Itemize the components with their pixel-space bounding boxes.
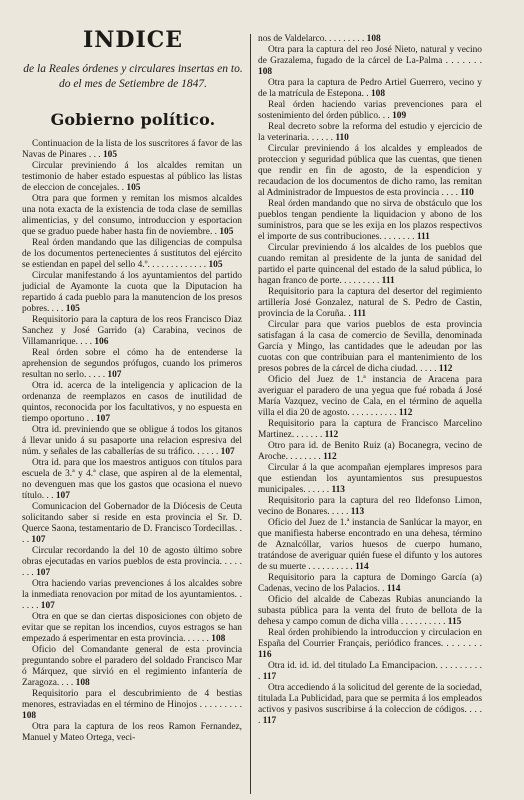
left-entry-list: [22, 139, 244, 744]
entry-text: Otra id. previniendo que se obligue á todos los gitanos á llevar unido á su pasaporte una relacion espresiva del núm. y señales de las caballerías de su tráfico. . . . . .: [22, 425, 242, 457]
index-entry: [258, 45, 484, 78]
entry-text: Otra haciendo varias prevenciones á los alcaldes sobre la inmediata renovacion por mitad de los ayuntamientos. . . . . .: [22, 579, 242, 611]
entry-text: Circular previniendo á los alcaldes remitan un testimonio de haber estado espuestas al público las listas de eleccion de concejales. .: [22, 161, 242, 193]
entry-text: Otra id. para que los maestros antiguos con títulos para escuela de 3.ª y 4.ª clase, que aspiren al de la elemental, no devenguen mas que los gastos que ocasiona el nuevo título. . .: [22, 458, 242, 501]
index-entry: [22, 348, 244, 381]
entry-text: nos de Valdelarco. . . . . . . . .: [258, 34, 365, 44]
right-column: [258, 0, 484, 727]
entry-text: Requisitorio para la captura de los reos Francisco Diaz Sanchez y José Garrido (a) Carabina, vecinos de Villamanrique. . . .: [22, 315, 242, 347]
entry-text: Requisitorio para la captura de Domingo García (a) Cadenas, vecino de los Palacios. .: [258, 573, 482, 594]
index-entry: [22, 194, 244, 238]
entry-page-number: 112: [438, 364, 453, 374]
entry-page-number: 107: [220, 447, 235, 457]
entry-page-number: 112: [323, 452, 337, 462]
entry-text: Requisitorio para la captura del reo Ildefonso Limon, vecino de Bonares. . . . .: [258, 496, 482, 517]
entry-text: Comunicacion del Gobernador de la Diócesis de Ceuta solicitando saber si reside en esta provincia el Sr. D. Querce Saona, testamentario de D. Francisco Tordecillas. . . .: [22, 502, 242, 545]
entry-page-number: 105: [219, 227, 234, 237]
entry-page-number: 107: [36, 568, 51, 578]
entry-text: Circular recordando la del 10 de agosto último sobre obras ejecutadas en varios pueblos de esta provincia. . . . . . . .: [22, 546, 242, 578]
entry-text: Otro para id. de Benito Ruiz (a) Bocanegra, vecino de Aroche. . . . . . . .: [258, 441, 482, 462]
index-entry: [258, 375, 484, 419]
entry-page-number: 107: [40, 601, 55, 611]
index-entry: [22, 139, 244, 161]
entry-text: Otra id. id. id. del titulado La Emancipacion. . . . . . . . . . .: [258, 661, 482, 682]
index-entry: [258, 628, 484, 661]
index-entry: [258, 243, 484, 287]
index-entry: [258, 419, 484, 441]
entry-page-number: 105: [102, 150, 118, 160]
entry-page-number: 111: [353, 309, 367, 319]
entry-text: Requisitorio para el descubrimiento de 4 bestias menores, estraviadas en el término de Hinojos . . . . . . . . .: [22, 689, 242, 710]
entry-text: Real órden mandando que no sirva de obstáculo que los pueblos tengan pendiente la liquidacion y abono de los suministros, para que se les exija en los plazos respectivos el importe de sus contribuciones. . . . . . . .: [258, 199, 482, 242]
entry-page-number: 114: [355, 562, 369, 572]
entry-page-number: 106: [94, 337, 109, 347]
column-divider: [250, 34, 251, 794]
index-entry: [258, 320, 484, 375]
entry-page-number: 117: [262, 716, 277, 726]
entry-page-number: 105: [65, 304, 80, 314]
index-entry: [22, 502, 244, 546]
index-entry: [258, 100, 484, 122]
index-entry: [22, 315, 244, 348]
entry-text: Otra para que formen y remitan los mismos alcaldes una nota exacta de la existencia de toda clase de semillas alimenticias, y del consumo, introduccion y esportacion que se graduo puede haber hasta fin de noviembre. .: [22, 194, 242, 237]
entry-page-number: 108: [258, 67, 273, 77]
index-entry: [258, 573, 484, 595]
entry-page-number: 108: [370, 89, 386, 99]
entry-page-number: 105: [208, 260, 223, 270]
entry-text: Real órden prohibiendo la introduccion y circulacion en España del Courrier Français, periódico frances. . . . . . . .: [258, 628, 482, 649]
index-entry: [22, 425, 244, 458]
entry-page-number: 108: [366, 34, 381, 44]
index-entry: [22, 689, 244, 722]
index-subtitle: de la Reales órdenes y circulares insertas en to. do el mes de Setiembre de 1847.: [23, 63, 243, 90]
entry-text: Otra accediendo á la solicitud del gerente de la sociedad, titulada La Publicidad, para que se permita á los empleados activos y pasivos suscribirse á la coleccion de códigos. . . . .: [258, 683, 482, 726]
entry-text: Oficio del Juez de 1.ª instancia de Aracena para averiguar el paradero de una yegua que fué robada á José María Vazquez, vecino de Cala, en el término de aquella villa el dia 20 de agosto. . . . . . . . . . .: [258, 375, 482, 418]
entry-page-number: 113: [350, 507, 365, 517]
index-entry: [258, 496, 484, 518]
right-entry-list: [258, 34, 484, 727]
entry-text: Circular manifestando á los ayuntamientos del partido judicial de Ayamonte la cuota que la Diputacion ha repartido á cada pueblo para la manutencion de los presos pobres. . . .: [22, 271, 242, 314]
entry-page-number: 107: [107, 370, 122, 380]
entry-text: Circular previniendo á los alcaldes y empleados de proteccion y seguridad pública que las cuentas, que tienen que rendir en fin de agosto, de la espendicion y recaudacion de los documentos de dicho ramo, las remitan al Administrador de Impuestos de esta provincia . . . .: [258, 144, 482, 198]
entry-page-number: 112: [324, 430, 339, 440]
entry-text: Otra id. acerca de la inteligencia y aplicacion de la ordenanza de reemplazos en casos de inutilidad de quintos, reconocida por los facultativos, y no espuesta en tiempo oportuno . .: [22, 381, 242, 424]
entry-text: Real órden mandando que las diligencias de compulsa de los documentos pertenecientes á sustitutos del ejército se estiendan en papel del sello 4.º. . . . . . . . . . . . .: [22, 238, 242, 270]
index-entry: [258, 199, 484, 243]
index-entry: [22, 546, 244, 579]
entry-page-number: 108: [22, 711, 37, 721]
index-entry: [258, 78, 484, 100]
entry-text: Oficio del Comandante general de esta provincia preguntando sobre el paradero del soldado Francisco Mar ó Márquez, que sirvió en el regimiento infantería de Zaragoza. . . .: [22, 645, 242, 688]
index-entry: [22, 381, 244, 425]
index-entry: [258, 287, 484, 320]
entry-text: Otra en que se dan ciertas disposiciones con objeto de evitar que se repitan los incendios, cuyos estragos se han empezado á esperimentar en esta provincia. . . . . .: [22, 612, 242, 644]
entry-text: Circular á la que acompañan ejemplares impresos para que estiendan los ayuntamientos sus presupuestos municipales. . . . . .: [258, 463, 482, 495]
index-entry: [22, 238, 244, 271]
entry-text: Otra para la captura del reo José Nieto, natural y vecino de Grazalema, fugado de la cárcel de La-Palma . . . . . . .: [258, 45, 482, 66]
entry-page-number: 115: [447, 617, 462, 627]
entry-page-number: 110: [335, 133, 349, 143]
entry-text: Circular previniendo á los alcaldes de los pueblos que cuando remitan al presidente de la junta de sanidad del partido el parte quincenal del estado de la salud pública, lo hagan franco de porte. . . . . . . . .: [258, 243, 482, 286]
entry-text: Circular para que varios pueblos de esta provincia satisfagan á la casa de comercio de Sevilla, denominada García y Mingo, las cantidades que le adeudan por las cuotas con que contribuian para el mantenimiento de los presos pobres de la cárcel de dicha ciudad. . . . .: [258, 320, 482, 374]
entry-page-number: 109: [392, 111, 407, 121]
index-entry: [22, 612, 244, 645]
entry-text: Requisitorio para la captura del desertor del regimiento artillería José Gonzalez, natural de S. Pedro de Castin, provincia de la Coruña. .: [258, 287, 482, 319]
entry-page-number: 114: [386, 584, 401, 594]
index-entry: [258, 144, 484, 199]
index-entry: [258, 518, 484, 573]
entry-text: Real órden sobre el cómo ha de entenderse la aprehension de segundos prófugos, cuando los primeros resultan no serlo. . . . .: [22, 348, 242, 380]
section-heading: Gobierno político.: [50, 110, 216, 129]
entry-page-number: 111: [381, 276, 395, 286]
index-entry: [22, 458, 244, 502]
entry-text: Real órden haciendo varias prevenciones para el sostenimiento del órden público. . .: [258, 100, 482, 121]
index-entry: [22, 722, 244, 744]
index-entry: [22, 645, 244, 689]
entry-page-number: 110: [460, 188, 474, 198]
entry-text: Continuacion de la lista de los suscritores á favor de las Navas de Pinares . . .: [22, 139, 242, 160]
entry-page-number: 116: [258, 650, 272, 660]
entry-text: Otra para la captura de los reos Ramon Fernandez, Manuel y Mateo Ortega, veci-: [22, 722, 242, 743]
entry-page-number: 117: [262, 672, 277, 682]
index-entry: [258, 683, 484, 727]
index-entry: [258, 441, 484, 463]
index-entry: [22, 271, 244, 315]
entry-page-number: 107: [95, 414, 111, 424]
entry-page-number: 107: [55, 491, 70, 501]
entry-page-number: 112: [398, 408, 413, 418]
index-entry: [22, 579, 244, 612]
entry-text: Real decreto sobre la reforma del estudio y ejercicio de la veterinaria. . . . . .: [258, 122, 482, 143]
entry-page-number: 111: [416, 232, 430, 242]
entry-text: Otra para la captura de Pedro Artiel Guerrero, vecino y de la matrícula de Estepona. .: [258, 78, 482, 99]
index-entry: [258, 122, 484, 144]
entry-text: Oficio del alcalde de Cabezas Rubias anunciando la subasta pública para la venta del fruto de bellota de la dehesa y campo comun de dicha villa . . . . . . . . . .: [258, 595, 482, 627]
index-entry: [258, 34, 484, 45]
entry-page-number: 105: [126, 183, 141, 193]
index-title: INDICE: [82, 27, 184, 53]
entry-text: Requisitorio para la captura de Francisco Marcelino Martinez. . . . . . .: [258, 419, 482, 440]
index-entry: [258, 661, 484, 683]
entry-page-number: 108: [75, 678, 90, 688]
entry-text: Oficio del Juez de 1.ª instancia de Sanlúcar la mayor, en que manifiesta haberse encontrado en una dehesa, término de Aznalcóllar, varios huesos de cuerpo humano, tratándose de averiguar quién fuese el difunto y los autores de su muerte . . . . . . . . . .: [258, 518, 482, 572]
entry-page-number: 107: [31, 535, 46, 545]
left-column: [22, 0, 244, 744]
entry-page-number: 113: [331, 485, 345, 495]
index-entry: [22, 161, 244, 194]
index-entry: [258, 595, 484, 628]
index-entry: [258, 463, 484, 496]
entry-page-number: 108: [211, 634, 226, 644]
